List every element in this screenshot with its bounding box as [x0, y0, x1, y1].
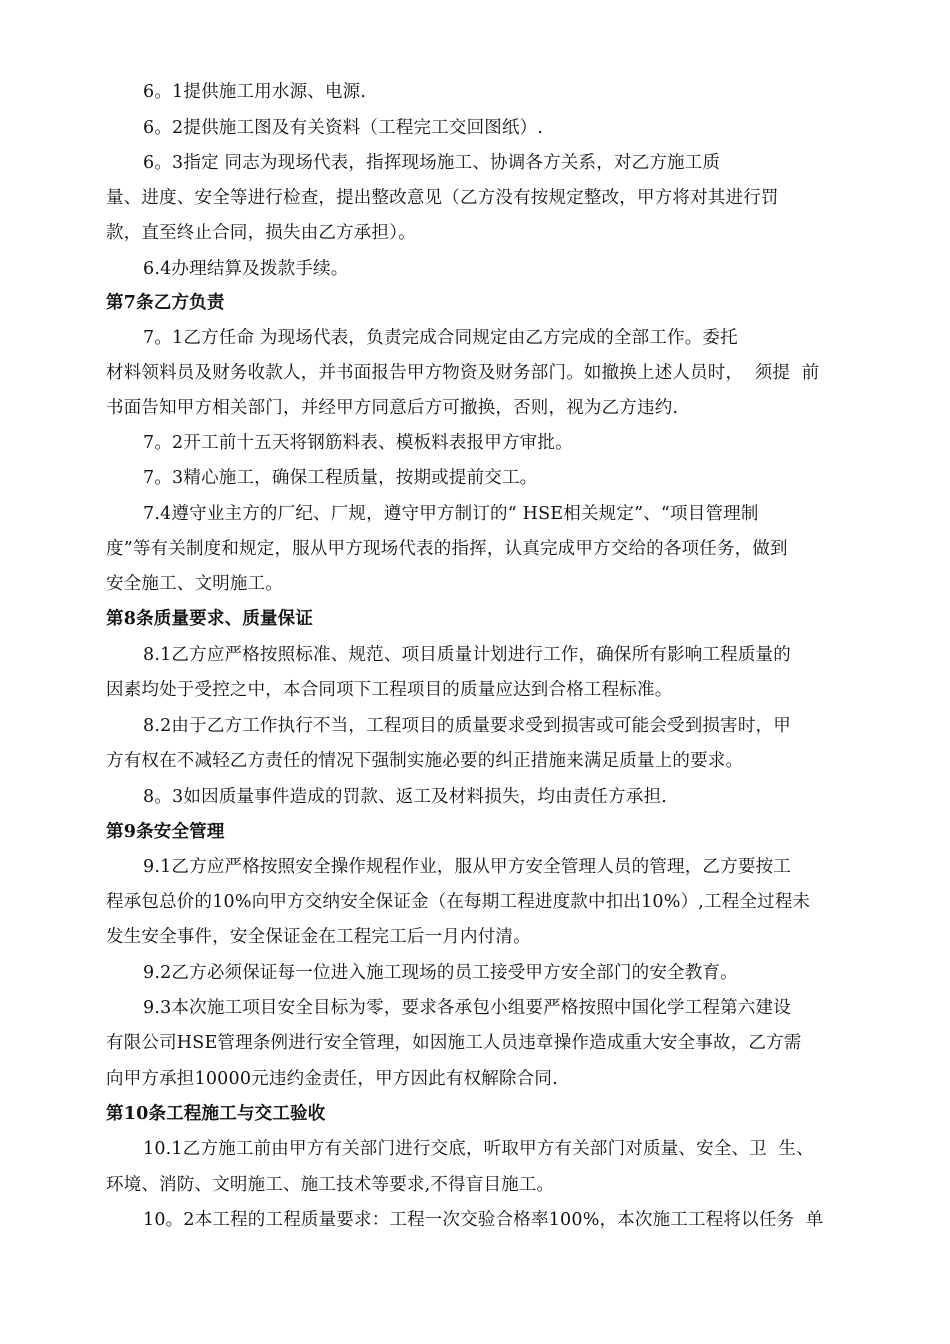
clause-7-4-line-1: 7.4遵守业主方的厂纪、厂规，遵守甲方制订的“ HSE相关规定”、“项目管理制 [143, 504, 759, 524]
clause-9-1-line-3: 发生安全事件，安全保证金在工程完工后一月内付清。 [106, 927, 531, 947]
clause-10-1-line-1: 10.1乙方施工前由甲方有关部门进行交底，听取甲方有关部门对质量、安全、卫 生、 [143, 1139, 814, 1159]
clause-8-3: 8。3如因质量事件造成的罚款、返工及材料损失，均由责任方承担. [143, 787, 668, 807]
clause-6-3-line-1: 6。3指定 同志为现场代表，指挥现场施工、协调各方关系，对乙方施工质 [143, 153, 721, 173]
clause-9-3-line-1: 9.3本次施工项目安全目标为零，要求各承包小组要严格按照中国化学工程第六建设 [143, 998, 791, 1018]
clause-7-1-line-3: 书面告知甲方相关部门，并经甲方同意后方可撤换，否则，视为乙方违约. [106, 398, 679, 418]
clause-7-4-line-3: 安全施工、文明施工。 [106, 574, 283, 594]
clause-8-2-line-1: 8.2由于乙方工作执行不当，工程项目的质量要求受到损害或可能会受到损害时，甲 [143, 716, 791, 736]
clause-7-1-line-2: 材料领料员及财务收款人，并书面报告甲方物资及财务部门。如撤换上述人员时， 须提 前 [106, 363, 820, 383]
section-heading-10: 第10条工程施工与交工验收 [106, 1104, 326, 1124]
clause-6-3-line-3: 款，直至终止合同，损失由乙方承担）。 [106, 223, 416, 243]
clause-9-3-line-2: 有限公司HSE管理条例进行安全管理，如因施工人员违章操作造成重大安全事故，乙方需 [106, 1033, 802, 1053]
clause-7-4-line-2: 度”等有关制度和规定，服从甲方现场代表的指挥，认真完成甲方交给的各项任务，做到 [106, 539, 788, 559]
clause-9-2: 9.2乙方必须保证每一位进入施工现场的员工接受甲方安全部门的安全教育。 [143, 963, 738, 983]
clause-6-1: 6。1提供施工用水源、电源. [143, 82, 367, 102]
clause-7-2: 7。2开工前十五天将钢筋料表、模板料表报甲方审批。 [143, 433, 573, 453]
clause-8-2-line-2: 方有权在不减轻乙方责任的情况下强制实施必要的纠正措施来满足质量上的要求。 [106, 751, 744, 771]
clause-9-1-line-1: 9.1乙方应严格按照安全操作规程作业，服从甲方安全管理人员的管理，乙方要按工 [143, 857, 791, 877]
clause-8-1-line-1: 8.1乙方应严格按照标准、规范、项目质量计划进行工作，确保所有影响工程质量的 [143, 645, 791, 665]
section-heading-8: 第8条质量要求、质量保证 [106, 609, 314, 629]
section-heading-9: 第9条安全管理 [106, 822, 225, 842]
clause-7-1-line-1: 7。1乙方任命 为现场代表，负责完成合同规定由乙方完成的全部工作。委托 [143, 328, 738, 348]
section-heading-7: 第7条乙方负责 [106, 293, 225, 313]
clause-6-4: 6.4办理结算及拨款手续。 [143, 259, 349, 279]
clause-9-3-line-3: 向甲方承担10000元违约金责任，甲方因此有权解除合同. [106, 1069, 558, 1089]
clause-6-2: 6。2提供施工图及有关资料（工程完工交回图纸）. [143, 118, 544, 138]
clause-9-1-line-2: 程承包总价的10%向甲方交纳安全保证金（在每期工程进度款中扣出10%）,工程全过程未 [106, 892, 811, 912]
clause-8-1-line-2: 因素均处于受控之中，本合同项下工程项目的质量应达到合格工程标准。 [106, 680, 673, 700]
clause-10-2-line-1: 10。2本工程的工程质量要求：工程一次交验合格率100%，本次施工工程将以任务 单 [143, 1210, 824, 1230]
clause-10-1-line-2: 环境、消防、文明施工、施工技术等要求,不得盲目施工。 [106, 1175, 555, 1195]
clause-6-3-line-2: 量、进度、安全等进行检查，提出整改意见（乙方没有按规定整改，甲方将对其进行罚 [106, 188, 779, 208]
clause-7-3: 7。3精心施工，确保工程质量，按期或提前交工。 [143, 468, 538, 488]
